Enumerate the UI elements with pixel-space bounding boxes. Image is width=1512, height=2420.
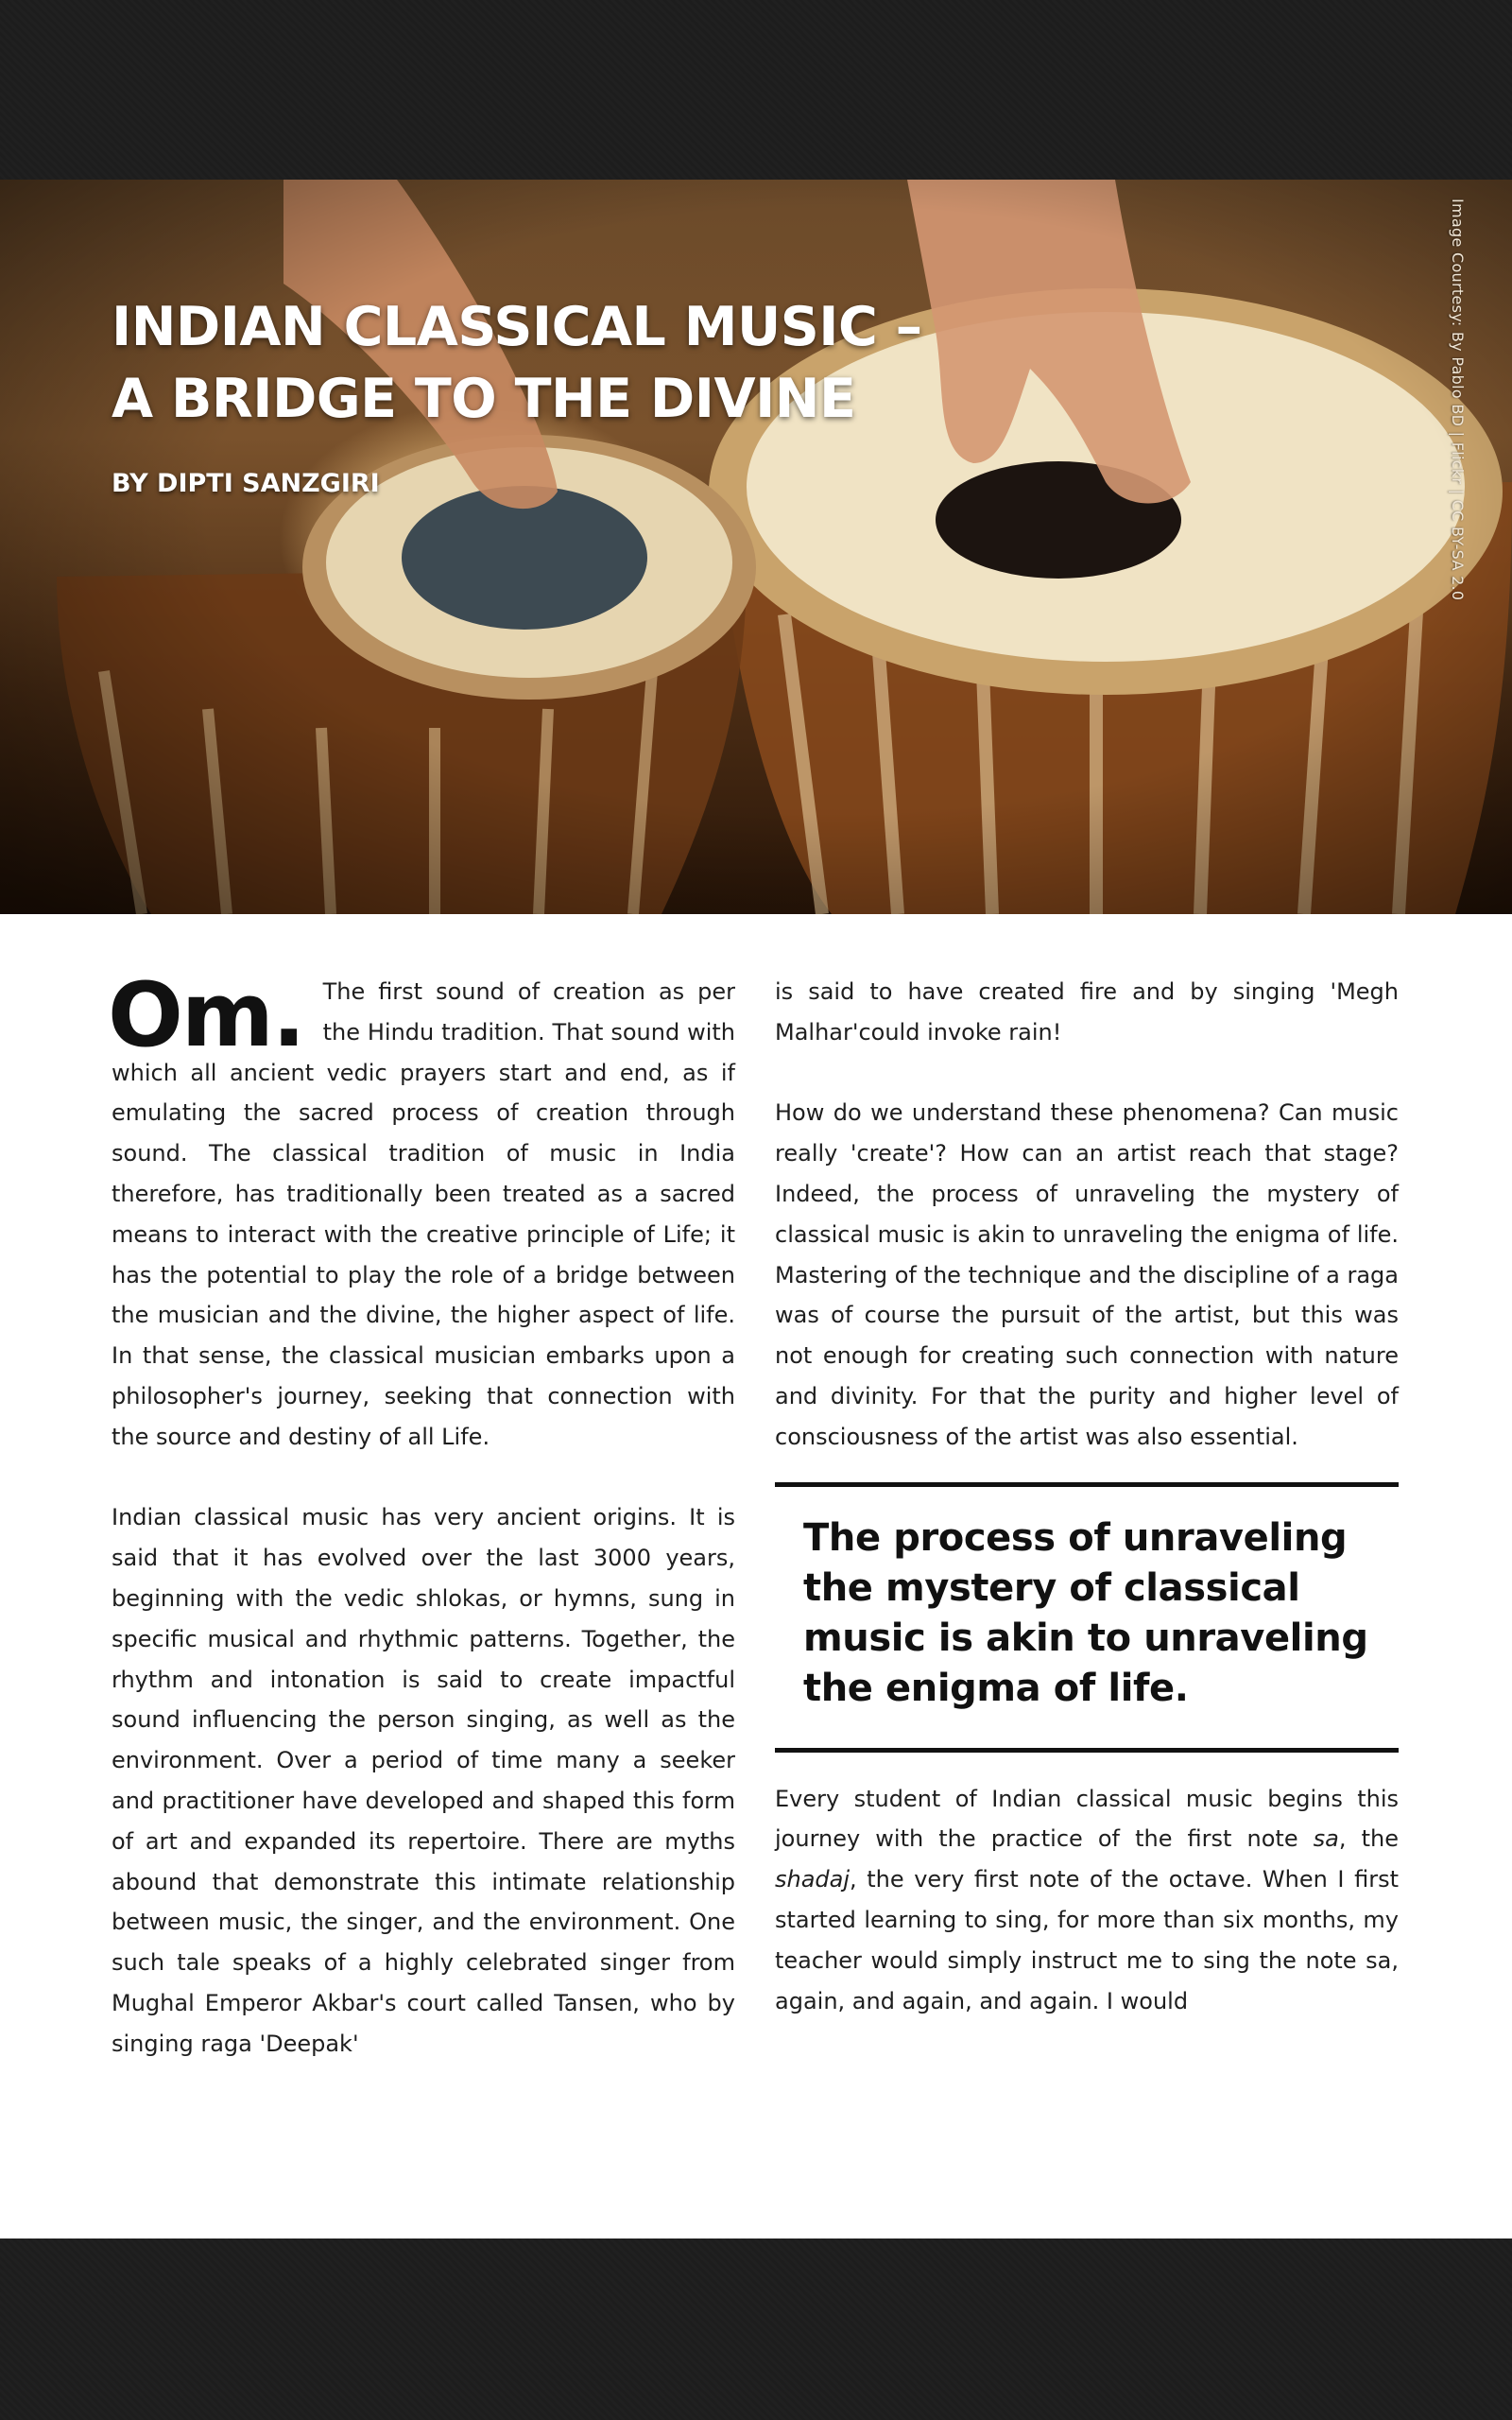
top-background-band (0, 0, 1512, 180)
article-title-line-2: A BRIDGE TO THE DIVINE (112, 368, 856, 430)
drop-cap: Om. (108, 964, 304, 1067)
paragraph-1-text: The first sound of creation as per the Hindu tradition. That sound with which all ancient vedic prayers start and end, as if emulating the sacred process of creation through sound. The classical tradition of music in India therefore, has traditionally been treated as a sacred means to interact with the creative principle of Life; it has the potential to play the role of a bridge between the musician and the divine, the higher aspect of life. In that sense, the classical musician embarks upon a philosopher's journey, seeking that connection with the source and destiny of all Life. (112, 978, 735, 1450)
right-text-column (775, 972, 1399, 2021)
paragraph-5-text-c: , the very first note of the octave. When I first started learning to sing, for more than six months, my teacher would simply instruct me to sing the note sa, again, and again, and again. I would (775, 1866, 1399, 2014)
note-sa: sa (1313, 1825, 1339, 1853)
bottom-background-band (0, 2238, 1512, 2420)
article-title-line-1: INDIAN CLASSICAL MUSIC – (112, 296, 922, 358)
paragraph-5-text-a: Every student of Indian classical music begins this journey with the practice of the first note (775, 1785, 1399, 1853)
left-text-column (108, 964, 735, 2065)
paragraph-5-text-b: , the (1338, 1825, 1399, 1853)
note-shadaj: shadaj (775, 1866, 850, 1893)
paragraph-5 (775, 1779, 1399, 2022)
image-credit: Image Courtesy: By Pablo BD | Flickr | CC BY-SA 2.0 (1449, 199, 1467, 601)
paragraph-3: is said to have created fire and by singing 'Megh Malhar'could invoke rain! (775, 978, 1399, 1046)
paragraph-2: Indian classical music has very ancient origins. It is said that it has evolved over the last 3000 years, beginning with the vedic shlokas, or hymns, sung in specific musical and rhythmic patterns. Together, the rhythm and intonation is said to create impactful sound influencing the person singing, as well as the environment. Over a period of time many a seeker and practitioner have developed and shaped this form of art and expanded its repertoire. There are myths abound that demonstrate this intimate relationship between music, the singer, and the environment. One such tale speaks of a highly celebrated singer from Mughal Emperor Akbar's court called Tansen, who by singing raga 'Deepak' (112, 1504, 735, 2057)
article-byline: BY DIPTI SANZGIRI (112, 469, 380, 498)
hero-image-tabla-drums (0, 180, 1512, 914)
article-title (112, 291, 1019, 435)
magazine-page (0, 180, 1512, 2238)
paragraph-1 (108, 964, 735, 1458)
tabla-illustration (0, 180, 1512, 914)
pull-quote: The process of unraveling the mystery of classical music is akin to unraveling the enigma of life. (775, 1482, 1399, 1753)
paragraph-4: How do we understand these phenomena? Can music really 'create'? How can an artist reach that stage? Indeed, the process of unraveling the mystery of classical music is akin to unraveling the enigma of life. Mastering of the technique and the discipline of a raga was of course the pursuit of the artist, but this was not enough for creating such connection with nature and divinity. For that the purity and higher level of consciousness of the artist was also essential. (775, 1099, 1399, 1450)
